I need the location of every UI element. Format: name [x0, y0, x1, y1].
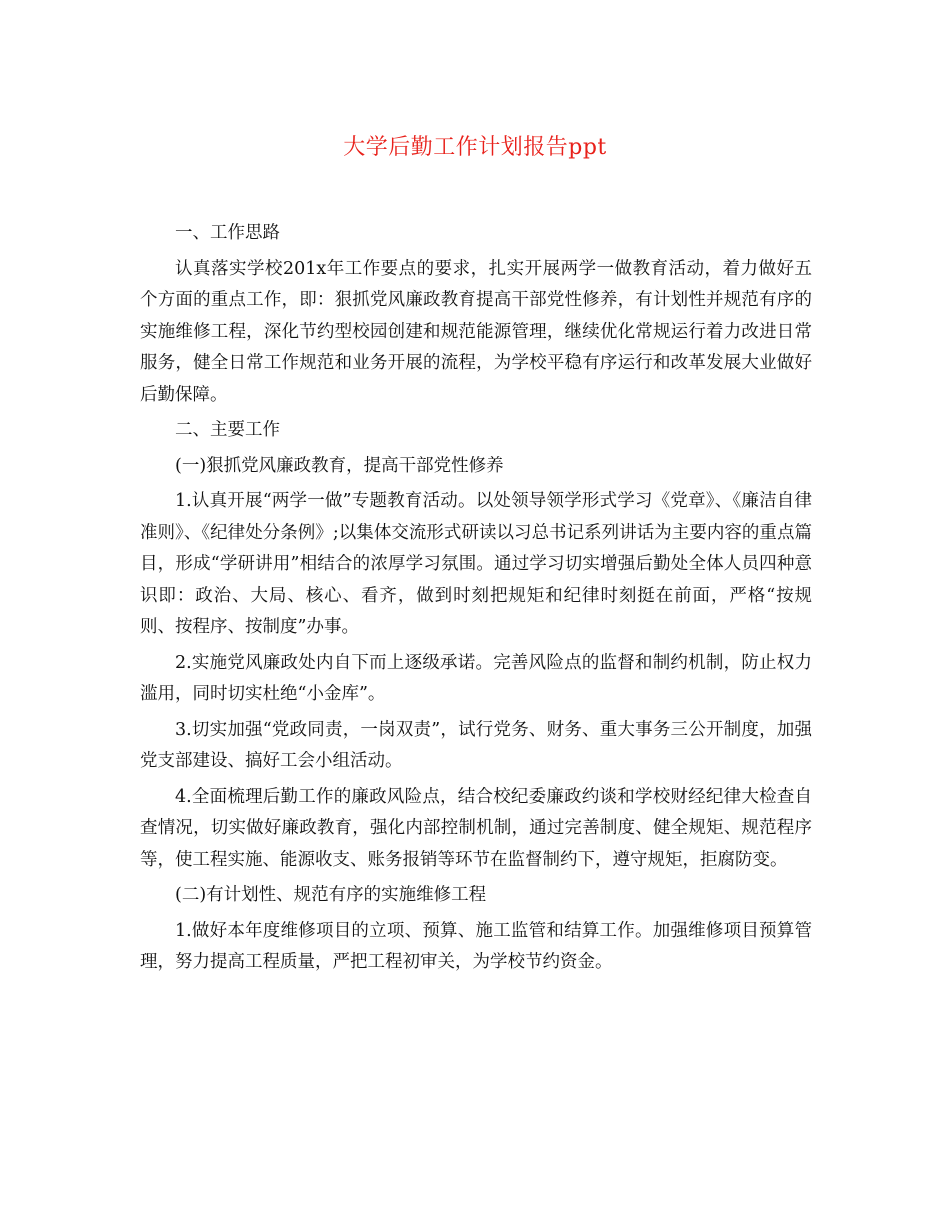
section-heading-main-work: 二、主要工作 [175, 420, 280, 440]
subsection-heading: (二)有计划性、规范有序的实施维修工程 [175, 885, 487, 905]
paragraph: 3.切实加强“党政同责，一岗双责”，试行党务、财务、重大事务三公开制度，加强党支部建设、搞好工会小组活动。 [140, 719, 812, 771]
paragraph: 1.做好本年度维修项目的立项、预算、施工监管和结算工作。加强维修项目预算管理，努力提高工程质量，严把工程初审关，为学校节约资金。 [140, 920, 812, 972]
paragraph: 4.全面梳理后勤工作的廉政风险点，结合校纪委廉政约谈和学校财经纪律大检查自查情况，切实做好廉政教育，强化内部控制机制，通过完善制度、健全规矩、规范程序等，使工程实施、能源收支、账务报销等环节在监督制约下，遵守规矩，拒腐防变。 [140, 786, 812, 870]
section-heading-work-approach: 一、工作思路 [175, 223, 280, 243]
paragraph: 2.实施党风廉政处内自下而上逐级承诺。完善风险点的监督和制约机制，防止权力滥用，同时切实杜绝“小金库”。 [140, 652, 812, 704]
paragraph: 认真落实学校201x年工作要点的要求，扎实开展两学一做教育活动，着力做好五个方面的重点工作，即：狠抓党风廉政教育提高干部党性修养，有计划性并规范有序的实施维修工程，深化节约型校园创建和规范能源管理，继续优化常规运行着力改进日常服务，健全日常工作规范和业务开展的流程，为学校平稳有序运行和改革发展大业做好后勤保障。 [140, 258, 812, 405]
document-title: 大学后勤工作计划报告ppt [343, 135, 607, 160]
paragraph: 1.认真开展“两学一做”专题教育活动。以处领导领学形式学习《党章》、《廉洁自律准则》、《纪律处分条例》;以集体交流形式研读以习总书记系列讲话为主要内容的重点篇目，形成“学研讲用”相结合的浓厚学习氛围。通过学习切实增强后勤处全体人员四种意识即：政治、大局、核心、看齐，做到时刻把规矩和纪律时刻挺在前面，严格“按规则、按程序、按制度”办事。 [140, 491, 812, 637]
subsection-heading: (一)狠抓党风廉政教育，提高干部党性修养 [175, 455, 504, 476]
document-body [140, 218, 812, 983]
